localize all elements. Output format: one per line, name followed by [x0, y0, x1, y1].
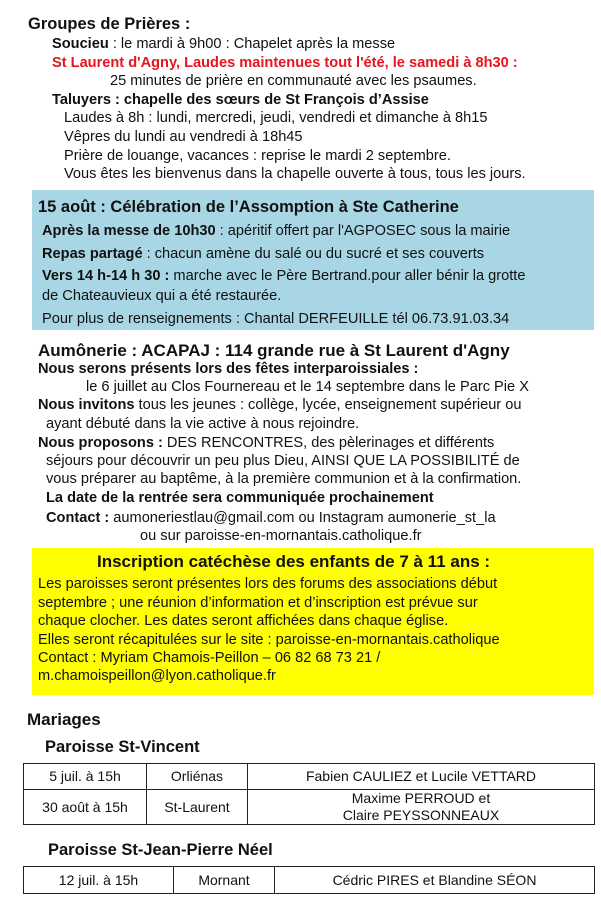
wedding-names: Fabien CAULIEZ et Lucile VETTARD: [248, 764, 595, 790]
table-row: [24, 867, 595, 894]
taluyers-line: Vêpres du lundi au vendredi à 18h45: [64, 129, 303, 145]
prayer-title: Groupes de Prières :: [28, 15, 191, 33]
chaplaincy-date: La date de la rentrée sera communiquée prochainement: [46, 490, 434, 506]
catechesis-email: m.chamoispeillon@lyon.catholique.fr: [38, 668, 276, 684]
catechesis-line: Les paroisses seront présentes lors des forums des associations début: [38, 576, 498, 592]
chaplaincy-propose3: vous préparer au baptême, à la première communion et à la confirmation.: [46, 471, 522, 487]
catechesis-line: chaque clocher. Les dates seront affichées dans chaque église.: [38, 613, 449, 629]
taluyers-line: Laudes à 8h : lundi, mercredi, jeudi, vendredi et dimanche à 8h15: [64, 110, 488, 126]
assumption-line: Repas partagé : chacun amène du salé ou du sucré et ses couverts: [42, 246, 485, 262]
chaplaincy-propose: Nous proposons : DES RENCONTRES, des pèlerinages et différents: [38, 435, 495, 451]
wedding-place: St-Laurent: [147, 790, 248, 825]
chaplaincy-propose2: séjours pour découvrir un peu plus Dieu, AINSI QUE LA POSSIBILITÉ de: [46, 453, 520, 469]
parish2-title: Paroisse St-Jean-Pierre Néel: [48, 841, 273, 859]
soucieu-line: Soucieu : le mardi à 9h00 : Chapelet après la messe: [52, 36, 396, 52]
table-row: [24, 764, 595, 790]
wedding-names: Cédric PIRES et Blandine SÉON: [275, 867, 595, 894]
catechesis-line: septembre ; une réunion d’information et d’inscription est prévue sur: [38, 595, 478, 611]
taluyers-heading: Taluyers : chapelle des sœurs de St François d’Assise: [52, 92, 429, 108]
catechesis-title: Inscription catéchèse des enfants de 7 à 11 ans :: [97, 552, 491, 571]
st-laurent-line: St Laurent d'Agny, Laudes maintenues tout l'été, le samedi à 8h30 :: [52, 55, 518, 71]
catechesis-line: Contact : Myriam Chamois-Peillon – 06 82 68 73 21 /: [38, 650, 381, 666]
catechesis-line: Elles seront récapitulées sur le site : paroisse-en-mornantais.catholique: [38, 632, 500, 648]
wedding-names: Maxime PERROUD et Claire PEYSSONNEAUX: [248, 790, 595, 825]
chaplaincy-website: ou sur paroisse-en-mornantais.catholique.fr: [140, 528, 422, 544]
wedding-table-1: [23, 763, 595, 825]
wedding-place: Orliénas: [147, 764, 248, 790]
wedding-date: 30 août à 15h: [24, 790, 147, 825]
taluyers-line: Prière de louange, vacances : reprise le mardi 2 septembre.: [64, 148, 451, 164]
wedding-place: Mornant: [174, 867, 275, 894]
chaplaincy-invite: Nous invitons tous les jeunes : collège, lycée, enseignement supérieur ou: [38, 397, 522, 413]
assumption-contact: Pour plus de renseignements : Chantal DERFEUILLE tél 06.73.91.03.34: [42, 311, 510, 327]
st-laurent-detail: 25 minutes de prière en communauté avec les psaumes.: [110, 73, 477, 89]
wedding-table-2: [23, 866, 595, 894]
chaplaincy-contact: Contact : aumoneriestlau@gmail.com ou Instagram aumonerie_st_la: [46, 510, 496, 526]
parish1-title: Paroisse St-Vincent: [45, 738, 200, 756]
chaplaincy-title: Aumônerie : ACAPAJ : 114 grande rue à St Laurent d'Agny: [38, 341, 510, 360]
weddings-title: Mariages: [27, 710, 101, 729]
table-row: [24, 790, 595, 825]
assumption-title: 15 août : Célébration de l’Assomption à Ste Catherine: [38, 198, 459, 216]
assumption-line: Après la messe de 10h30 : apéritif offert par l'AGPOSEC sous la mairie: [42, 223, 511, 239]
assumption-line: de Chateauvieux qui a été restaurée.: [42, 288, 282, 304]
chaplaincy-invite2: ayant débuté dans la vie active à nous rejoindre.: [46, 416, 360, 432]
wedding-date: 5 juil. à 15h: [24, 764, 147, 790]
chaplaincy-dates: le 6 juillet au Clos Fournereau et le 14 septembre dans le Parc Pie X: [86, 379, 529, 395]
wedding-date: 12 juil. à 15h: [24, 867, 174, 894]
taluyers-line: Vous êtes les bienvenus dans la chapelle ouverte à tous, tous les jours.: [64, 166, 526, 182]
chaplaincy-present: Nous serons présents lors des fêtes interparoissiales :: [38, 361, 419, 377]
assumption-line: Vers 14 h-14 h 30 : marche avec le Père Bertrand.pour aller bénir la grotte: [42, 268, 526, 284]
